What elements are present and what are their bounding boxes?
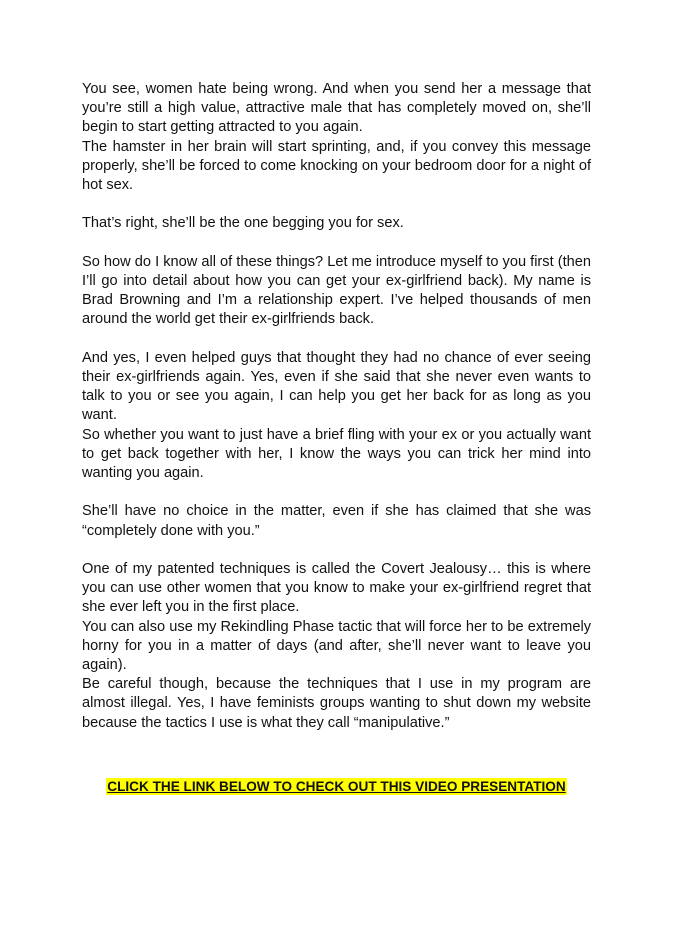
body-paragraph: You see, women hate being wrong. And when you send her a message that you’re still a high value, attractive male that has completely moved on, she’ll begin to start getting attracted to you again. — [82, 81, 591, 136]
document-body — [82, 80, 591, 733]
body-paragraph: She’ll have no choice in the matter, even if she has claimed that she was “completely done with you.” — [82, 503, 591, 539]
body-paragraph: Be careful though, because the techniques that I use in my program are almost illegal. Yes, I have feminists groups wanting to shut down my website because the tactics I use is what they call “manipulative.” — [82, 676, 591, 731]
body-paragraph: You can also use my Rekindling Phase tactic that will force her to be extremely horny for you in a matter of days (and after, she’ll never want to leave you again). — [82, 618, 591, 674]
body-paragraph: One of my patented techniques is called the Covert Jealousy… this is where you can use other women that you know to make your ex-girlfriend regret that she ever left you in the first place. — [82, 561, 591, 616]
paragraph-spacer — [82, 483, 591, 502]
body-paragraph: That’s right, she’ll be the one begging you for sex. — [82, 215, 404, 232]
body-paragraph: The hamster in her brain will start sprinting, and, if you convey this message properly, she’ll be forced to come knocking on your bedroom door for a night of hot sex. — [82, 138, 591, 194]
body-paragraph: So whether you want to just have a brief fling with your ex or you actually want to get back together with her, I know the ways you can trick her mind into wanting you again. — [82, 426, 591, 482]
body-paragraph: So how do I know all of these things? Let me introduce myself to you first (then I’ll go into detail about how you can get your ex-girlfriend back). My name is Brad Browning and I’m a relationship expert. I’ve helped thousands of men around the world get their ex-girlfriends back. — [82, 253, 591, 328]
paragraph-spacer — [82, 195, 591, 214]
body-paragraph: And yes, I even helped guys that thought they had no chance of ever seeing their ex-girlfriends again. Yes, even if she said that she never even wants to talk to you or see you again, I can help you get her back for as long as you want. — [82, 349, 591, 424]
video-presentation-link[interactable]: CLICK THE LINK BELOW TO CHECK OUT THIS VIDEO PRESENTATION — [107, 779, 566, 794]
paragraph-spacer — [82, 234, 591, 253]
paragraph-spacer — [82, 330, 591, 349]
paragraph-spacer — [82, 541, 591, 560]
cta-container — [0, 778, 673, 796]
